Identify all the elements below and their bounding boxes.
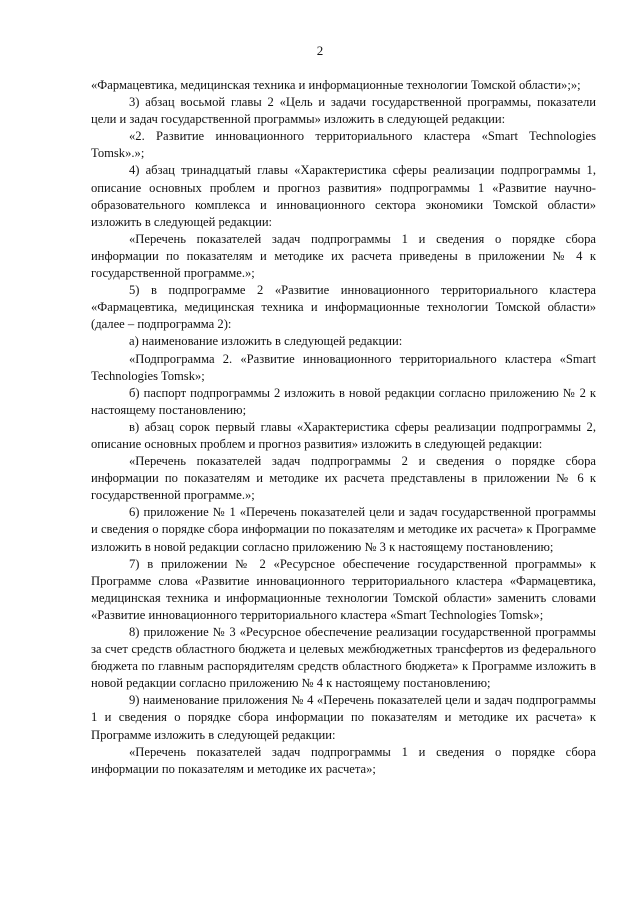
paragraph-9: б) паспорт подпрограммы 2 изложить в новой редакции согласно приложению № 2 к настоящему постановлению; [91,385,596,417]
page-number: 2 [316,43,324,58]
paragraph-13: 7) в приложении № 2 «Ресурсное обеспечение государственной программы» к Программе слова «Развитие инновационного территориального кластера «Фармацевтика, медицинская техника и информационные технологии Томской области» заменить словами «Развитие инновационного территориального кластера «Smart Technologies Tomsk»; [91,556,596,622]
paragraph-8: «Подпрограмма 2. «Развитие инновационного территориального кластера «Smart Technologies Tomsk»; [91,351,596,383]
paragraph-15: 9) наименование приложения № 4 «Перечень показателей цели и задач подпрограммы 1 и сведения о порядке сбора информации по показателям и методике их расчета» к Программе изложить в следующей редакции: [91,693,596,742]
paragraph-4: 4) абзац тринадцатый главы «Характеристика сферы реализации подпрограммы 1, описание основных проблем и прогноз развития» подпрограммы 1 «Развитие научно-образовательного комплекса и инновационного сектора экономики Томской области» изложить в следующей редакции: [91,163,596,229]
paragraph-7: а) наименование изложить в следующей редакции: [129,334,403,349]
paragraph-2: 3) абзац восьмой главы 2 «Цель и задачи государственной программы, показатели цели и задач государственной программы» изложить в следующей редакции: [91,95,596,127]
document-body [91,77,596,778]
paragraph-3: «2. Развитие инновационного территориального кластера «Smart Technologies Tomsk».»; [91,129,596,161]
paragraph-16: «Перечень показателей задач подпрограммы 1 и сведения о порядке сбора информации по показателям и методике их расчета»; [91,744,596,776]
paragraph-10: в) абзац сорок первый главы «Характеристика сферы реализации подпрограммы 2, описание основных проблем и прогноз развития» изложить в следующей редакции: [91,419,596,451]
paragraph-14: 8) приложение № 3 «Ресурсное обеспечение реализации государственной программы за счет средств областного бюджета и целевых межбюджетных трансфертов из федерального бюджета по главным распорядителям средств областного бюджета» к Программе изложить в новой редакции согласно приложению № 4 к настоящему постановлению; [91,625,596,691]
paragraph-6: 5) в подпрограмме 2 «Развитие инновационного территориального кластера «Фармацевтика, медицинская техника и информационные технологии Томской области» (далее – подпрограмма 2): [91,283,596,332]
paragraph-12: 6) приложение № 1 «Перечень показателей цели и задач государственной программы и сведения о порядке сбора информации по показателям и методике их расчета» к Программе изложить в новой редакции согласно приложению № 3 к настоящему постановлению; [91,505,596,554]
paragraph-11: «Перечень показателей задач подпрограммы 2 и сведения о порядке сбора информации по показателям и методике их расчета представлены в приложении № 6 к государственной программе.»; [91,454,596,503]
paragraph-5: «Перечень показателей задач подпрограммы 1 и сведения о порядке сбора информации по показателям и методике их расчета приведены в приложении № 4 к государственной программе.»; [91,231,596,281]
paragraph-1: «Фармацевтика, медицинская техника и информационные технологии Томской области»;»; [91,78,581,92]
